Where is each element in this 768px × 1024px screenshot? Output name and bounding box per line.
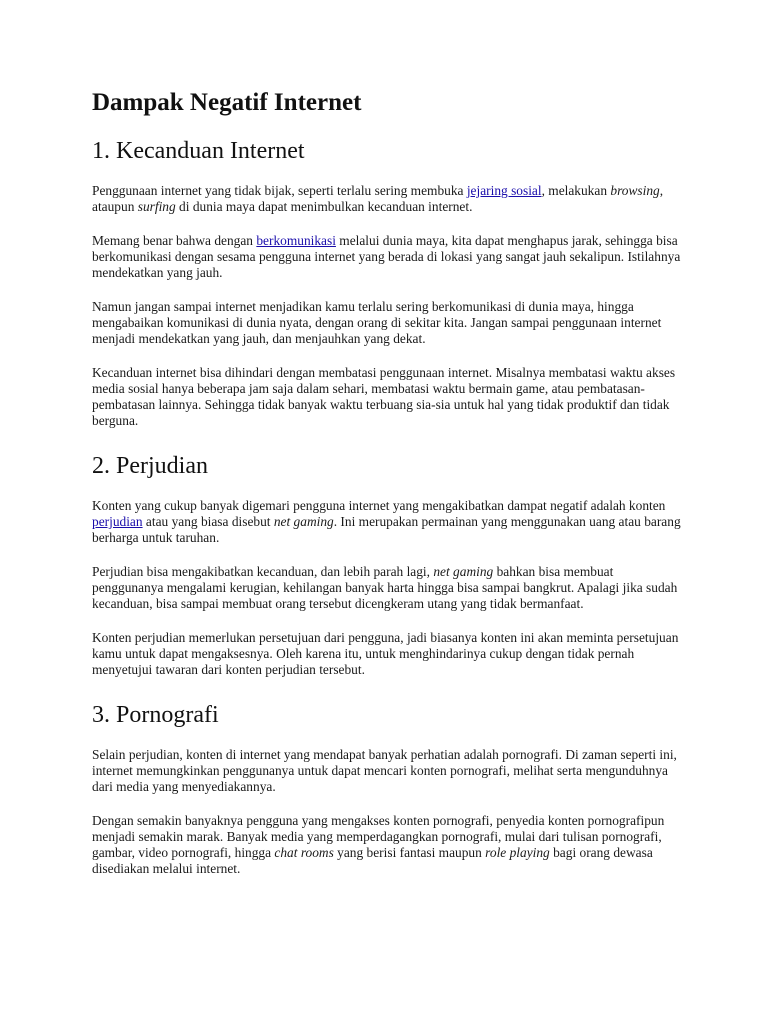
text-run: . Ini merupakan permainan yang menggunakan uang atau barang berharga untuk taruhan. [92, 514, 681, 545]
text-run: Penggunaan internet yang tidak bijak, seperti terlalu sering membuka [92, 183, 467, 198]
inline-link[interactable]: jejaring sosial [466, 183, 542, 198]
paragraph [92, 299, 688, 347]
paragraph [92, 183, 688, 215]
text-run: , melakukan [541, 183, 611, 198]
text-run: Konten perjudian memerlukan persetujuan dari pengguna, jadi biasanya konten ini akan meminta persetujuan kamu untuk dapat mengaksesnya. Oleh karena itu, untuk menghindarinya cukup dengan tidak pernah menyetujui tawaran dari konten perjudian tersebut. [92, 630, 679, 677]
text-run: Perjudian bisa mengakibatkan kecanduan, dan lebih parah lagi, [92, 564, 434, 579]
text-run: bahkan bisa membuat penggunanya mengalami kerugian, kehilangan banyak harta hingga bisa sampai bangkrut. Apalagi jika sudah kecanduan, bisa sampai membuat orang tersebut dicengkeram utang yang tidak bermanfaat. [92, 564, 678, 611]
text-run: Dengan semakin banyaknya pengguna yang mengakses konten pornografi, penyedia konten pornografipun menjadi semakin marak. Banyak media yang memperdagangkan pornografi, mulai dari tulisan pornografi, gambar, video pornografi, hingga [92, 813, 665, 860]
paragraph [92, 498, 688, 546]
text-run: di dunia maya dapat menimbulkan kecanduan internet. [175, 199, 473, 214]
section-heading: 2. Perjudian [92, 453, 208, 479]
emphasis-text: surfing [137, 199, 176, 214]
paragraph [92, 630, 688, 678]
text-run: Selain perjudian, konten di internet yang mendapat banyak perhatian adalah pornografi. Di zaman seperti ini, internet memungkinkan penggunanya untuk dapat mencari konten pornografi, melihat serta mengunduhnya dari media yang menyediakannya. [92, 747, 677, 794]
text-run: bagi orang dewasa disediakan melalui internet. [92, 845, 653, 876]
emphasis-text: net gaming [273, 514, 334, 529]
text-run: atau yang biasa disebut [142, 514, 274, 529]
paragraph [92, 813, 688, 877]
text-run: Konten yang cukup banyak digemari pengguna internet yang mengakibatkan dampat negatif adalah konten [92, 498, 666, 513]
text-run: yang berisi fantasi maupun [333, 845, 486, 860]
text-run: , ataupun [92, 183, 664, 214]
page-title: Dampak Negatif Internet [92, 89, 362, 116]
text-run: Memang benar bahwa dengan [92, 233, 257, 248]
paragraph [92, 365, 688, 429]
section-heading: 1. Kecanduan Internet [92, 138, 305, 164]
text-run: Namun jangan sampai internet menjadikan kamu terlalu sering berkomunikasi di dunia maya, hingga mengabaikan komunikasi di dunia nyata, dengan orang di sekitar kita. Jangan sampai penggunaan internet menjadi mendekatkan yang jauh, dan menjauhkan yang dekat. [92, 299, 662, 346]
emphasis-text: chat rooms [274, 845, 334, 860]
emphasis-text: browsing [610, 183, 660, 198]
text-run: Kecanduan internet bisa dihindari dengan membatasi penggunaan internet. Misalnya membatasi waktu akses media sosial hanya beberapa jam saja dalam sehari, membatasi waktu bermain game, atau pembatasan-pembatasan lainnya. Sehingga tidak banyak waktu terbuang sia-sia untuk hal yang tidak produktif dan tidak berguna. [92, 365, 676, 428]
paragraph [92, 564, 688, 612]
emphasis-text: net gaming [433, 564, 494, 579]
emphasis-text: role playing [485, 845, 550, 860]
section-heading: 3. Pornografi [92, 702, 219, 728]
inline-link[interactable]: perjudian [92, 514, 143, 529]
paragraph [92, 233, 688, 281]
inline-link[interactable]: berkomunikasi [256, 233, 336, 248]
paragraph [92, 747, 688, 795]
text-run: melalui dunia maya, kita dapat menghapus jarak, sehingga bisa berkomunikasi dengan sesama pengguna internet yang berada di lokasi yang sangat jauh sekalipun. Istilahnya mendekatkan yang jauh. [92, 233, 681, 280]
document-body [92, 136, 688, 877]
